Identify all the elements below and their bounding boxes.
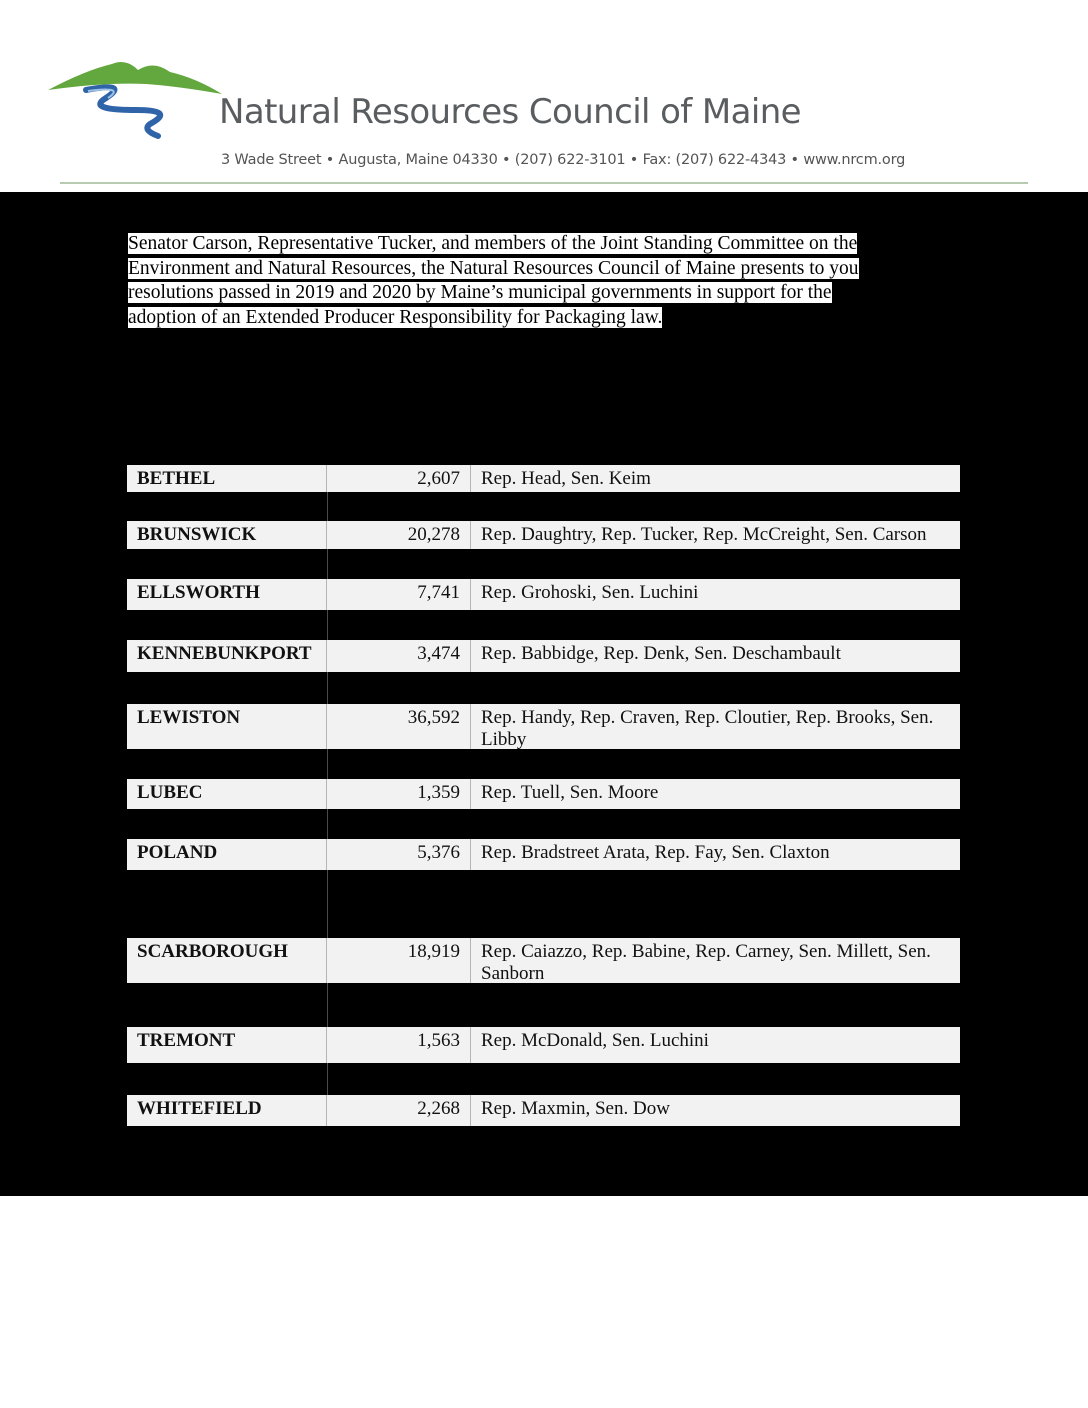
- town-population: 2,268: [327, 1095, 471, 1126]
- table-row: [127, 1027, 960, 1063]
- town-name: WHITEFIELD: [127, 1095, 327, 1126]
- nrcm-logo: [46, 58, 226, 140]
- intro-line: adoption of an Extended Producer Responsibility for Packaging law.: [128, 306, 663, 328]
- town-name: BETHEL: [127, 465, 327, 492]
- table-row: [127, 579, 960, 610]
- town-legislators: Rep. Daughtry, Rep. Tucker, Rep. McCreight, Sen. Carson: [481, 524, 927, 545]
- town-name: TREMONT: [127, 1027, 327, 1063]
- table-row: [127, 839, 960, 870]
- table-row: [127, 938, 960, 983]
- town-name: BRUNSWICK: [127, 521, 327, 549]
- table-row: [127, 704, 960, 749]
- town-legislators: Rep. Head, Sen. Keim: [481, 468, 651, 489]
- town-population: 18,919: [327, 938, 471, 983]
- town-population: 3,474: [327, 640, 471, 672]
- intro-line: Environment and Natural Resources, the Natural Resources Council of Maine presents to you: [128, 257, 859, 279]
- town-population: 1,359: [327, 779, 471, 809]
- organization-name: Natural Resources Council of Maine: [219, 92, 801, 132]
- town-legislators: Rep. Maxmin, Sen. Dow: [481, 1098, 670, 1119]
- town-name: ELLSWORTH: [127, 579, 327, 610]
- column-divider: [327, 1063, 328, 1095]
- town-legislators: Rep. Handy, Rep. Craven, Rep. Cloutier, Rep. Brooks, Sen. Libby: [481, 707, 934, 750]
- column-divider: [327, 749, 328, 779]
- table-row: [127, 465, 960, 492]
- table-row: [127, 521, 960, 549]
- town-name: KENNEBUNKPORT: [127, 640, 327, 672]
- town-legislators: Rep. Babbidge, Rep. Denk, Sen. Deschambault: [481, 643, 841, 664]
- table-row: [127, 1095, 960, 1126]
- town-legislators: Rep. Bradstreet Arata, Rep. Fay, Sen. Claxton: [481, 842, 830, 863]
- town-legislators: Rep. McDonald, Sen. Luchini: [481, 1030, 709, 1051]
- column-divider: [327, 809, 328, 839]
- town-name: POLAND: [127, 839, 327, 870]
- column-divider: [327, 492, 328, 522]
- column-divider: [327, 610, 328, 640]
- town-population: 20,278: [327, 521, 471, 549]
- town-population: 7,741: [327, 579, 471, 610]
- town-legislators: Rep. Tuell, Sen. Moore: [481, 782, 659, 803]
- town-name: SCARBOROUGH: [127, 938, 327, 983]
- town-population: 36,592: [327, 704, 471, 749]
- town-name: LEWISTON: [127, 704, 327, 749]
- town-population: 5,376: [327, 839, 471, 870]
- column-divider: [327, 870, 328, 938]
- header-divider: [60, 182, 1028, 184]
- intro-line: resolutions passed in 2019 and 2020 by Maine’s municipal governments in support for the: [128, 282, 832, 304]
- intro-paragraph: [128, 232, 936, 330]
- town-population: 2,607: [327, 465, 471, 492]
- table-row: [127, 640, 960, 672]
- table-row: [127, 779, 960, 809]
- organization-address: 3 Wade Street • Augusta, Maine 04330 • (207) 622-3101 • Fax: (207) 622-4343 • www.nrcm.org: [221, 152, 906, 168]
- column-divider: [327, 549, 328, 579]
- column-divider: [327, 672, 328, 704]
- town-population: 1,563: [327, 1027, 471, 1063]
- town-legislators: Rep. Caiazzo, Rep. Babine, Rep. Carney, Sen. Millett, Sen. Sanborn: [481, 941, 931, 984]
- town-legislators: Rep. Grohoski, Sen. Luchini: [481, 582, 699, 603]
- town-name: LUBEC: [127, 779, 327, 809]
- column-divider: [327, 983, 328, 1027]
- intro-line: Senator Carson, Representative Tucker, and members of the Joint Standing Committee on the: [128, 233, 858, 254]
